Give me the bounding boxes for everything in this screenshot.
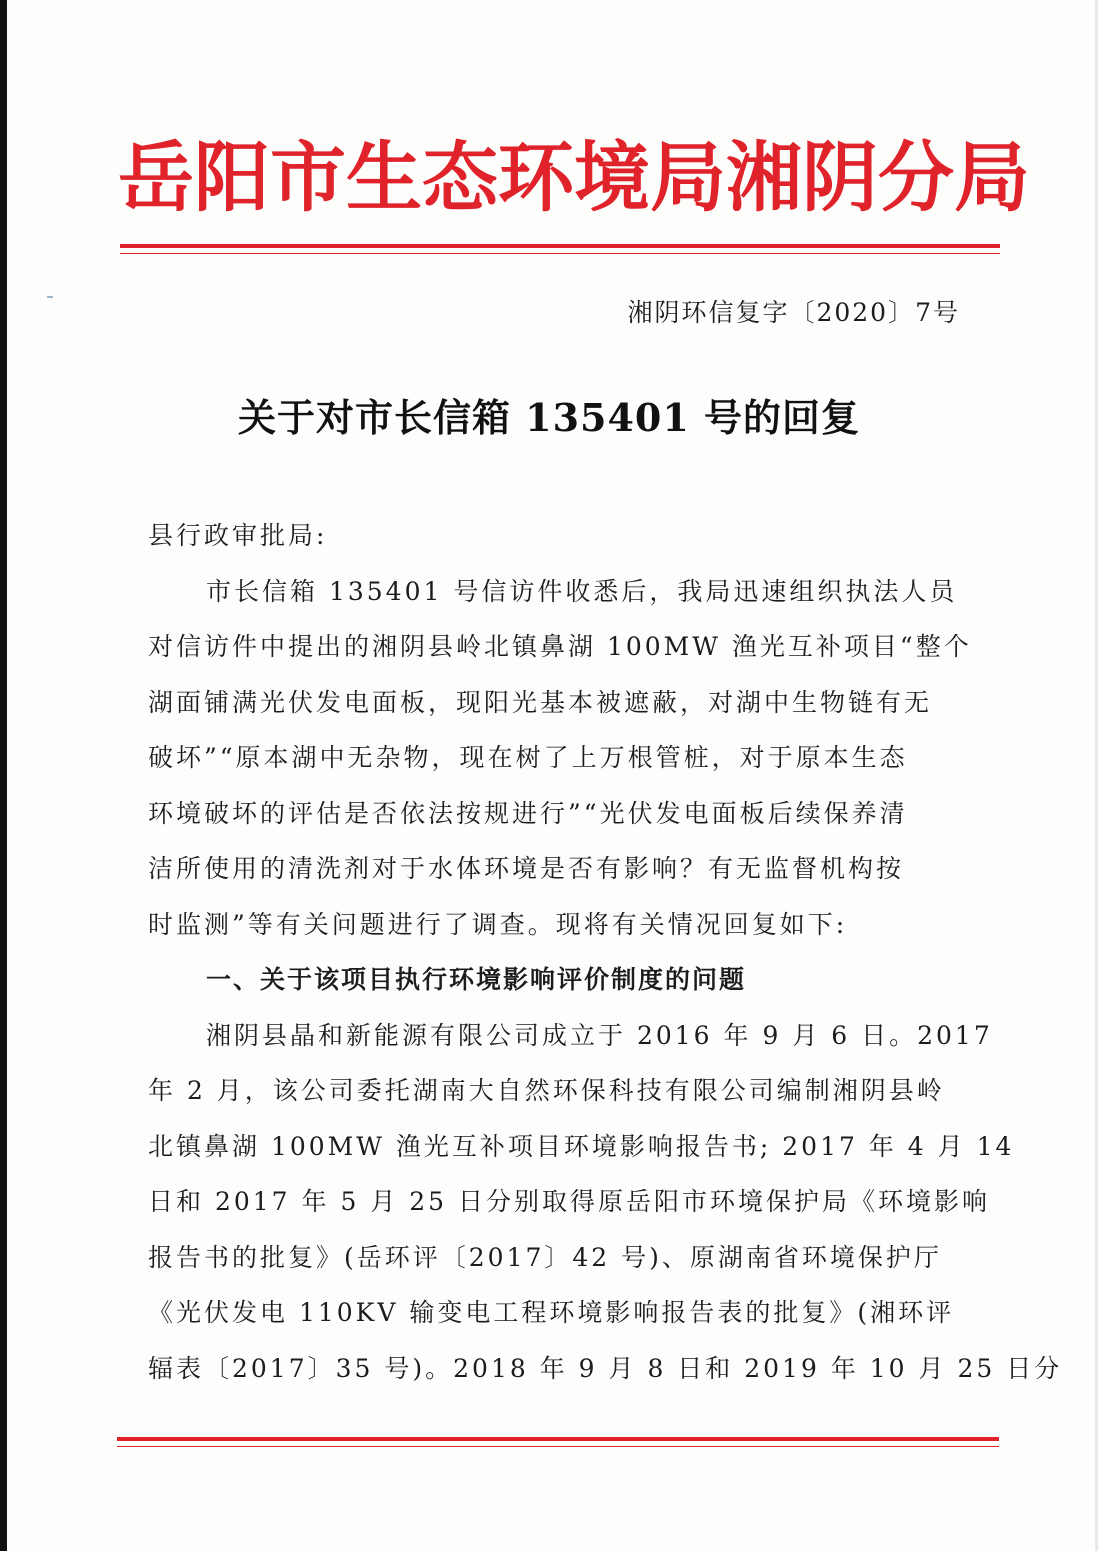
document-body (148, 508, 1063, 1396)
paragraph-line: 市长信箱 135401 号信访件收悉后，我局迅速组织执法人员 (206, 576, 958, 606)
section-line: 北镇鼻湖 100MW 渔光互补项目环境影响报告书; 2017 年 4 月 14 (148, 1131, 1015, 1161)
salutation: 县行政审批局: (148, 521, 328, 550)
footer-rule-thin (117, 1446, 999, 1447)
paragraph-line: 时监测”等有关问题进行了调查。现将有关情况回复如下: (148, 909, 848, 939)
letterhead-org-name: 岳阳市生态环境局湘阴分局 (118, 133, 1030, 222)
section-line: 《光伏发电 110KV 输变电工程环境影响报告表的批复》(湘环评 (148, 1298, 955, 1327)
document-title: 关于对市长信箱 135401 号的回复 (237, 395, 861, 440)
section-line: 年 2 月，该公司委托湖南大自然环保科技有限公司编制湘阴县岭 (148, 1076, 945, 1105)
paragraph-line: 破坏”“原本湖中无杂物，现在树了上万根管桩，对于原本生态 (148, 743, 908, 772)
section-heading: 一、关于该项目执行环境影响评价制度的问题 (206, 965, 747, 994)
paragraph-line: 洁所使用的清洗剂对于水体环境是否有影响？有无监督机构按 (148, 854, 905, 883)
section-line: 报告书的批复》(岳环评〔2017〕42 号)、原湖南省环境保护厅 (148, 1242, 942, 1272)
scan-edge-left (0, 0, 7, 1551)
letterhead-rule-thick (120, 244, 1000, 248)
letterhead-rule-thin (120, 253, 1000, 254)
section-line: 日和 2017 年 5 月 25 日分别取得原岳阳市环境保护局《环境影响 (148, 1187, 991, 1216)
footer-rule-thick (117, 1437, 999, 1441)
paragraph-line: 环境破坏的评估是否依法按规进行”“光伏发电面板后续保养清 (148, 798, 908, 828)
paragraph-line: 湖面铺满光伏发电面板，现阳光基本被遮蔽，对湖中生物链有无 (148, 687, 933, 717)
section-line: 辐表〔2017〕35 号)。2018 年 9 月 8 日和 2019 年 10 月 25 日分 (148, 1353, 1063, 1383)
scan-speck (47, 296, 53, 298)
paragraph-line: 对信访件中提出的湘阴县岭北镇鼻湖 100MW 渔光互补项目“整个 (148, 632, 972, 661)
section-line: 湘阴县晶和新能源有限公司成立于 2016 年 9 月 6 日。2017 (206, 1020, 993, 1050)
document-number: 湘阴环信复字〔2020〕7号 (627, 298, 960, 327)
